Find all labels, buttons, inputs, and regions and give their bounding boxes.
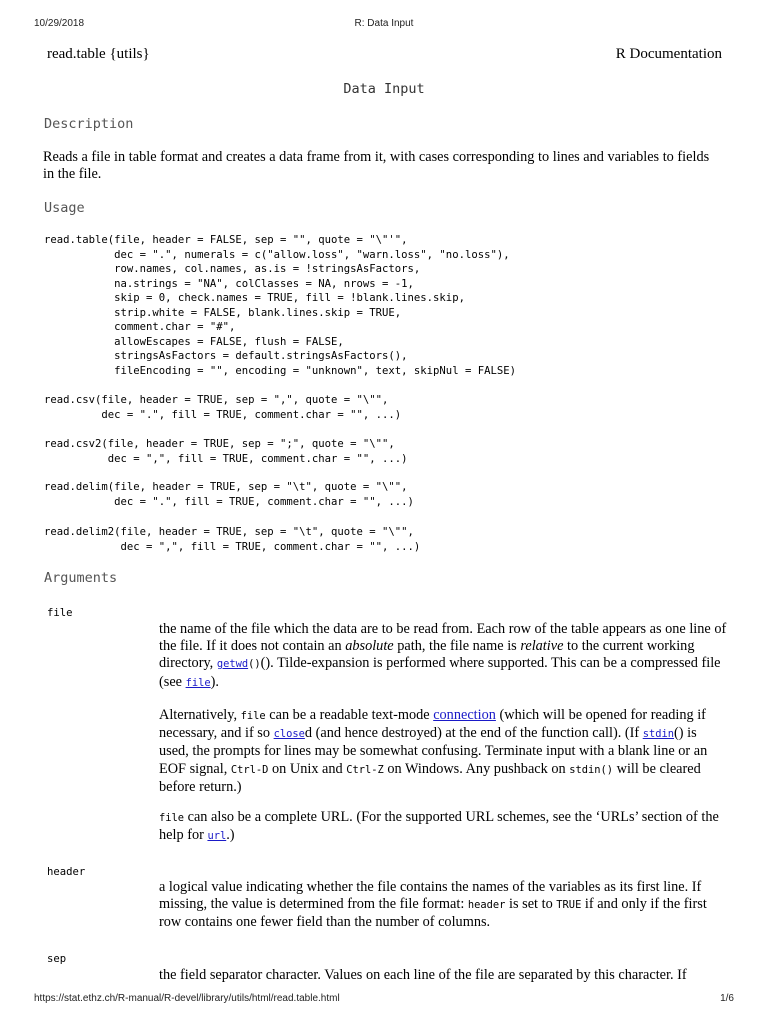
text-span: (which will be opened for reading if necessary, and if so bbox=[159, 707, 706, 742]
emphasis-absolute: absolute bbox=[345, 638, 394, 655]
print-date: 10/29/2018 bbox=[34, 18, 85, 29]
text-span: a logical value indicating whether the file contains the names of the variables as its first line. If missing, the value is determined from the file format: bbox=[159, 879, 702, 913]
print-title: R: Data Input bbox=[354, 18, 414, 29]
text-span: on Unix and bbox=[268, 760, 347, 777]
code-header: header bbox=[467, 899, 506, 912]
link-text: stdin bbox=[642, 728, 674, 741]
arg-name-sep: sep bbox=[47, 953, 67, 965]
link-text: close bbox=[273, 728, 305, 741]
description-text: Reads a file in table format and creates a data frame from it, with cases corresponding to lines and variables to fields in the file. bbox=[43, 149, 710, 183]
usage-read-csv: read.csv(file, header = TRUE, sep = ",", quote = "\"", dec = ".", fill = TRUE, comment.char = "", ...) bbox=[44, 394, 402, 421]
code-ctrl-z: Ctrl-Z bbox=[346, 763, 384, 776]
usage-read-delim: read.delim(file, header = TRUE, sep = "\t", quote = "\"", dec = ".", fill = TRUE, comment.char = "", ...) bbox=[44, 481, 414, 508]
text-span: ). bbox=[210, 673, 219, 690]
link-file[interactable] bbox=[186, 674, 211, 690]
arg-file-desc-2 bbox=[159, 707, 727, 796]
arg-name-header: header bbox=[47, 866, 86, 878]
link-text: file bbox=[185, 676, 211, 689]
description-heading: Description bbox=[44, 116, 134, 132]
usage-heading: Usage bbox=[44, 200, 85, 216]
usage-read-table: read.table(file, header = FALSE, sep = "", quote = "\"'", dec = ".", numerals = c("allow.loss", "warn.loss", "no.loss"), row.names, col.names, as.is = !stringsAsFactors, na.strings = "NA", colClasses = NA, nrows = -1, skip = 0, check.names = TRUE, fill = !blank.lines.skip, strip.white = FALSE, blank.lines.skip = TRUE, comment.char = "#", allowEscapes = FALSE, flush = FALSE, stringsAsFactors = default.stringsAsFactors(), fileEncoding = "", encoding = "unknown", text, skipNul = FALSE) bbox=[44, 234, 516, 377]
link-text: getwd bbox=[216, 658, 249, 671]
code-file: file bbox=[159, 812, 185, 824]
text-span: (). Tilde-expansion is performed where supported. This can be a compressed file (see bbox=[159, 655, 721, 690]
link-close[interactable] bbox=[274, 725, 305, 741]
text-span: if and only if the first row contains one fewer field than the number of columns. bbox=[159, 896, 707, 931]
text-span: can also be a complete URL. (For the supported URL schemes, see the ‘URLs’ section of the help for bbox=[159, 809, 719, 844]
text-span: will be cleared before return.) bbox=[159, 760, 701, 795]
text-span: on Windows. Any pushback on bbox=[383, 760, 570, 777]
code-parens: () bbox=[248, 658, 261, 671]
r-documentation-label: R Documentation bbox=[615, 46, 722, 62]
page-title: Data Input bbox=[343, 81, 425, 97]
code-file: file bbox=[240, 710, 266, 722]
usage-read-csv2: read.csv2(file, header = TRUE, sep = ";", quote = "\"", dec = ",", fill = TRUE, comment.char = "", ...) bbox=[44, 438, 408, 465]
code-stdin: stdin() bbox=[569, 763, 614, 776]
text-span: d (and hence destroyed) at the end of the function call). (If bbox=[304, 725, 643, 742]
arg-header-desc bbox=[159, 879, 727, 932]
text-span: () is used, the prompts for lines may be somewhat confusing. Terminate input with a blank line or an EOF signal, bbox=[159, 725, 708, 777]
text-span: can be a readable text-mode bbox=[265, 707, 434, 723]
arguments-heading: Arguments bbox=[44, 570, 118, 586]
code-true: TRUE bbox=[556, 899, 582, 912]
link-text: url bbox=[207, 830, 227, 843]
code-ctrl-d: Ctrl-D bbox=[230, 763, 269, 776]
print-page-number: 1/6 bbox=[720, 993, 734, 1004]
print-url: https://stat.ethz.ch/R-manual/R-devel/library/utils/html/read.table.html bbox=[34, 993, 340, 1004]
text-span: Alternatively, bbox=[159, 707, 241, 723]
arg-file-desc-3 bbox=[159, 809, 727, 845]
link-getwd[interactable] bbox=[217, 655, 248, 671]
topic-label: read.table {utils} bbox=[47, 46, 150, 62]
arg-name-file: file bbox=[47, 607, 73, 619]
arg-sep-desc: the field separator character. Values on each line of the file are separated by this character. If bbox=[159, 967, 687, 983]
text-span: the name of the file which the data are to be read from. Each row of the table appears as one line of the file. If it does not contain an bbox=[159, 621, 727, 655]
text-span: to the current working directory, bbox=[159, 638, 695, 672]
emphasis-relative: relative bbox=[520, 638, 564, 655]
usage-read-delim2: read.delim2(file, header = TRUE, sep = "\t", quote = "\"", dec = ",", fill = TRUE, comment.char = "", ...) bbox=[44, 526, 421, 553]
text-span: path, the file name is bbox=[393, 638, 521, 655]
link-connection[interactable]: connection bbox=[433, 707, 496, 723]
text-span: .) bbox=[226, 827, 235, 844]
text-span: is set to bbox=[505, 896, 557, 913]
link-url[interactable] bbox=[207, 827, 226, 843]
link-stdin[interactable] bbox=[643, 725, 674, 741]
arg-file-desc-1 bbox=[159, 621, 727, 692]
